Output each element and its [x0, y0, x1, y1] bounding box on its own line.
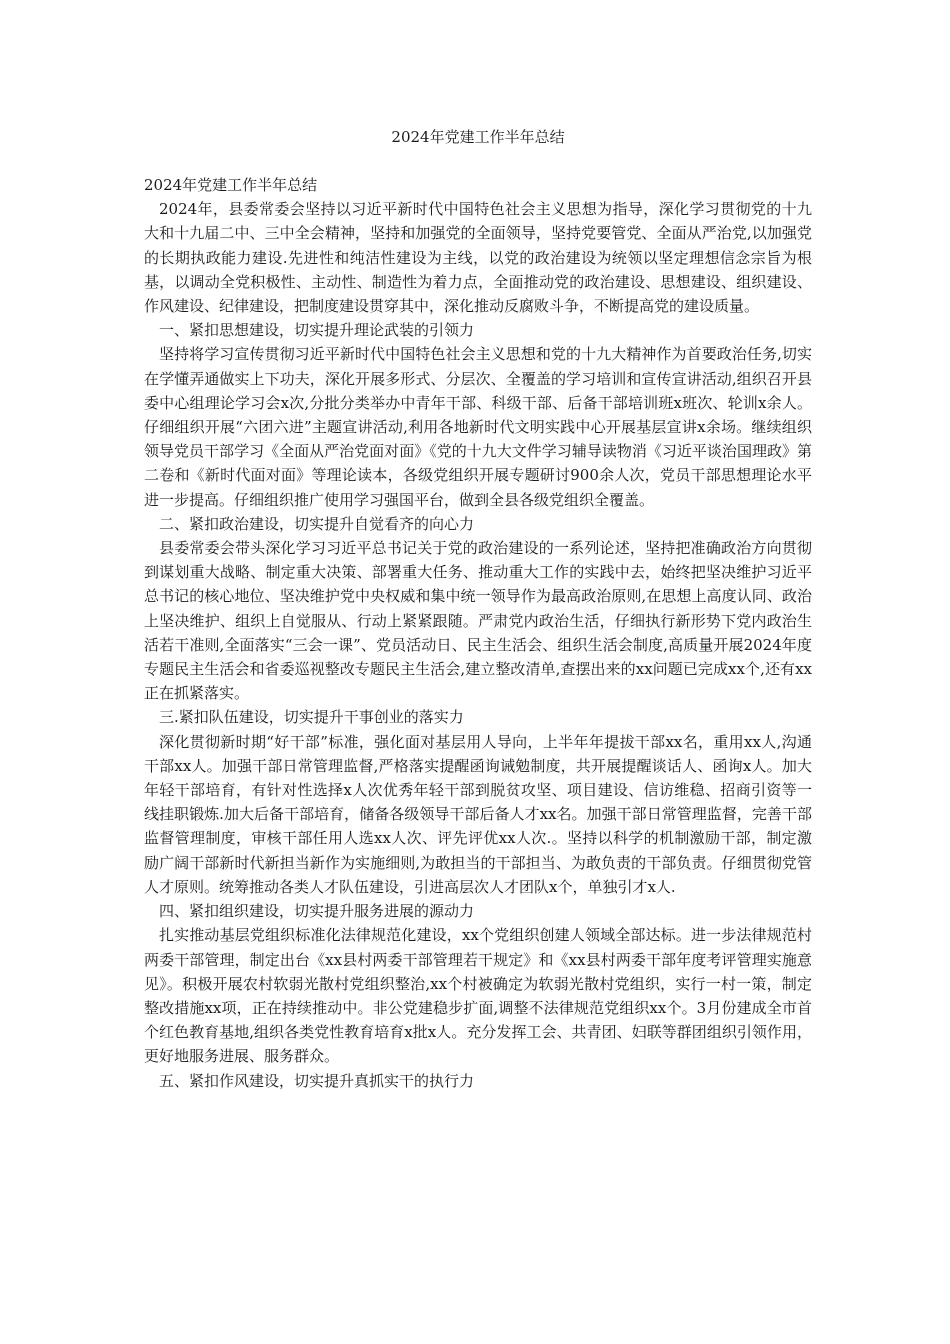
section-heading-3: 三.紧扣队伍建设，切实提升干事创业的落实力: [159, 708, 464, 727]
section-body-2: 县委常委会带头深化学习习近平总书记关于党的政治建设的一系列论述，坚持把准确政治方向贯彻到谋划重大战略、制定重大决策、部署重大任务、推动重大工作的实践中去，始终把坚决维护习近平总书记的核心地位、坚决维护党中央权威和集中统一领导作为最高政治原则,在思想上高度认同、政治上坚决维护、组织上自觉服从、行动上紧紧跟随。严肃党内政治生活，仔细执行新形势下党内政治生活若干准则,全面落实“三会一课”、党员活动日、民主生活会、组织生活会制度,高质量开展2024年度专题民主生活会和省委巡视整改专题民主生活会,建立整改清单,查摆出来的xx问题已完成xx个,还有xx正在抓紧落实。: [144, 539, 812, 703]
section-heading-5: 五、紧扣作风建设，切实提升真抓实干的执行力: [159, 1071, 475, 1090]
section-heading-1: 一、紧扣思想建设，切实提升理论武装的引领力: [159, 321, 475, 340]
section-body-3: 深化贯彻新时期“好干部”标准，强化面对基层用人导向，上半年年提拔干部xx名，重用xx人,沟通干部xx人。加强干部日常管理监督,严格落实提醒函询诫勉制度，共开展提醒谈话人、函询x人。加大年轻干部培育，有针对性选择x人次优秀年轻干部到脱贫攻坚、项目建设、信访维稳、招商引资等一线挂职锻炼.加大后备干部培育，储备各级领导干部后备人才xx名。加强干部日常管理监督，完善干部监督管理制度，审核干部任用人选xx人次、评先评优xx人次.。坚持以科学的机制激励干部，制定激励广阔干部新时代新担当新作为实施细则,为敢担当的干部担当、为敢负责的干部负责。仔细贯彻党管人才原则。统筹推动各类人才队伍建设，引进高层次人才团队x个，单独引才x人.: [144, 732, 812, 896]
intro-paragraph: 2024年，县委常委会坚持以习近平新时代中国特色社会主义思想为指导，深化学习贯彻党的十九大和十九届二中、三中全会精神，坚持和加强党的全面领导，坚持党要管党、全面从严治党,以加强党的长期执政能力建设.先进性和纯洁性建设为主线，以党的政治建设为统领以坚定理想信念宗旨为根基，以调动全党积极性、主动性、制造性为着力点，全面推动党的政治建设、思想建设、组织建设、作风建设、纪律建设，把制度建设贯穿其中，深化推动反腐败斗争，不断提高党的建设质量。: [144, 200, 812, 316]
section-body-1: 坚持将学习宣传贯彻习近平新时代中国特色社会主义思想和党的十九大精神作为首要政治任务,切实在学懂弄通做实上下功夫，深化开展多形式、分层次、全覆盖的学习培训和宣传宣讲活动,组织召开县委中心组理论学习会x次,分批分类举办中青年干部、科级干部、后备干部培训班x班次、轮训x余人。仔细组织开展“六团六进”主题宣讲活动,利用各地新时代文明实践中心开展基层宣讲x余场。继续组织领导党员干部学习《全面从严治党面对面》《党的十九大文件学习辅导读物消《习近平谈治国理政》第二卷和《新时代面对面》等理论读本，各级党组织开展专题研讨900余人次，党员干部思想理论水平进一步提高。仔细组织推广使用学习强国平台，做到全县各级党组织全覆盖。: [144, 345, 812, 509]
section-heading-4: 四、紧扣组织建设，切实提升服务进展的源动力: [159, 902, 475, 921]
document-body: [144, 173, 812, 1093]
document-subtitle: 2024年党建工作半年总结: [144, 176, 318, 194]
section-heading-2: 二、紧扣政治建设，切实提升自觉看齐的向心力: [159, 514, 475, 533]
document-title: 2024年党建工作半年总结: [391, 128, 565, 146]
section-body-4: 扎实推动基层党组织标准化法律规范化建设，xx个党组织创建人领域全部达标。进一步法律规范村两委干部管理，制定出台《xx县村两委干部管理若干规定》和《xx县村两委干部年度考评管理实施意见》。积极开展农村软弱光散村党组织整治,xx个村被确定为软弱光散村党组织，实行一村一策，制定整改措施xx项，正在持续推动中。非公党建稳步扩面,调整不法律规范党组织xx个。3月份建成全市首个红色教育基地,组织各类党性教育培育x批x人。充分发挥工会、共青团、妇联等群团组织引领作用，更好地服务进展、服务群众。: [144, 926, 812, 1066]
